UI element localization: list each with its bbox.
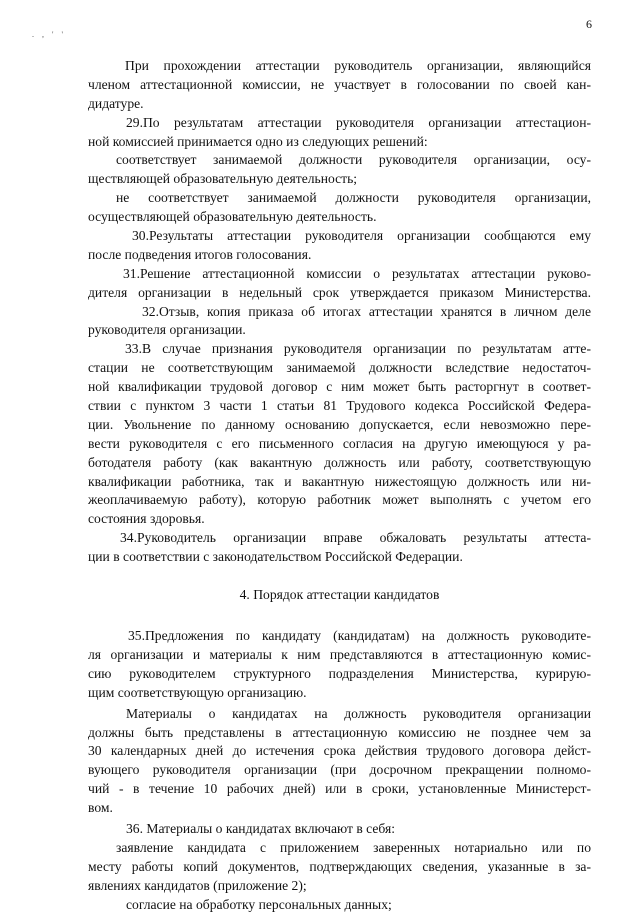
text-line: месту работы копий документов, подтверждающих сведения, указанные в за- (88, 858, 591, 874)
text-line: согласие на обработку персональных данных; (126, 896, 392, 912)
paragraph-31 (88, 265, 591, 303)
text-line: руководителя организации. (88, 322, 246, 338)
text-line: 32.Отзыв, копия приказа об итогах аттестации хранятся в личном деле (142, 303, 591, 319)
paragraph-29-option-a (88, 151, 591, 189)
paragraph-36-statement (88, 839, 591, 896)
text-line: заявление кандидата с приложением заверенных нотариально или по (116, 839, 591, 855)
paragraph-34 (88, 529, 591, 567)
text-line: соответствует занимаемой должности руководителя организации, осу- (116, 152, 591, 168)
paragraph-29 (88, 114, 591, 152)
text-line: сию руководителем структурного подразделения Министерства, курирую- (88, 665, 591, 681)
section-heading: 4. Порядок аттестации кандидатов (239, 587, 440, 603)
paragraph-35-materials (88, 705, 591, 818)
text-line: ботодателя работу (как вакантную должность или работу, соответствующую (88, 454, 591, 470)
text-line: При прохождении аттестации руководитель организации, являющийся (125, 58, 591, 73)
text-line: членом аттестационной комиссии, не участвует в голосовании по своей кан- (88, 76, 591, 92)
paragraph-32 (88, 303, 591, 341)
text-line: вести руководителя с его письменного согласия на другую имеющуюся у ра- (88, 435, 591, 451)
text-line: явлениях кандидатов (приложение 2); (88, 877, 307, 893)
text-line: состояния здоровья. (88, 511, 205, 527)
paragraph-33 (88, 340, 591, 529)
text-line: вующего руководителя организации (при досрочном прекращении полномо- (88, 762, 591, 778)
text-line: после подведения итогов голосования. (88, 246, 312, 262)
text-line: 30 календарных дней до истечения срока действия трудового договора дейст- (88, 743, 591, 759)
text-line: стации не соответствующим занимаемой должности вследствие недостаточ- (88, 360, 591, 376)
text-line: квалификации работника, так и вакантную нижестоящую должность или ни- (88, 473, 591, 489)
page-number: 6 (586, 17, 592, 31)
paragraph-29-option-b (88, 189, 591, 227)
text-line: ции. Увольнение по данному основанию допускается, если невозможно пере- (88, 416, 591, 432)
text-line: ствии с пунктом 3 части 1 статьи 81 Трудового кодекса Российской Федера- (88, 398, 591, 414)
document-body (88, 57, 591, 914)
text-line: жеоплачиваемую работу), которую работник может выполнять с учетом его (88, 492, 591, 508)
text-line: должны быть представлены в аттестационную комиссию не позднее чем за (88, 724, 591, 740)
text-line: Материалы о кандидатах на должность руководителя организации (126, 705, 591, 721)
text-line: не соответствует занимаемой должности руководителя организации, (116, 190, 591, 206)
text-line: ной комиссией принимается одно из следующих решений: (88, 133, 428, 149)
text-line: 36. Материалы о кандидатах включают в себя: (126, 820, 395, 836)
text-line: дителя организации в недельный срок утверждается приказом Министерства. (88, 284, 591, 300)
paragraph-35 (88, 627, 591, 703)
text-line: ля организации и материалы к ним представляются в аттестационную комис- (88, 646, 591, 662)
text-line: вом. (88, 800, 113, 816)
paragraph-intro (88, 57, 591, 114)
paragraph-36 (88, 820, 591, 839)
text-line: дидатуре. (88, 95, 144, 111)
text-line: щим соответствующую организацию. (88, 684, 307, 700)
text-line: чий - в течение 10 рабочих дней) или в сроки, установленные Министерст- (88, 781, 591, 797)
paragraph-30 (88, 227, 591, 265)
text-line: 30.Результаты аттестации руководителя организации сообщаются ему (132, 228, 591, 244)
text-line: 31.Решение аттестационной комиссии о результатах аттестации руково- (123, 265, 591, 281)
text-line: 29.По результатам аттестации руководителя организации аттестацион- (126, 114, 591, 130)
text-line: ции в соответствии с законодательством Российской Федерации. (88, 549, 463, 565)
text-line: 33.В случае признания руководителя организации по результатам атте- (125, 341, 591, 357)
text-line: ной квалификации трудовой договор с ним может быть расторгнут в соответ- (88, 379, 591, 395)
text-line: 35.Предложения по кандидату (кандидатам) на должность руководите- (128, 628, 591, 644)
text-line: осуществляющей образовательную деятельность. (88, 209, 377, 225)
text-line: ществляющей образовательную деятельность; (88, 171, 358, 187)
scan-specks: . , ' ' (32, 30, 66, 39)
text-line: 34.Руководитель организации вправе обжаловать результаты аттеста- (120, 530, 591, 546)
